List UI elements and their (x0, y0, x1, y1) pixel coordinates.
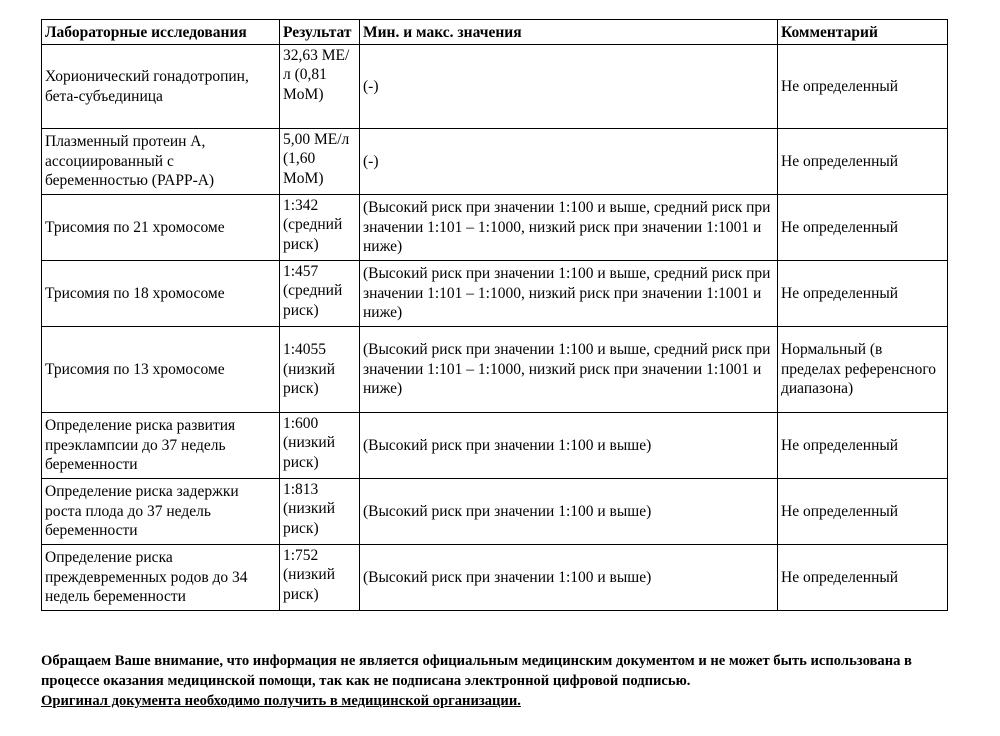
table-row (42, 327, 948, 413)
table-row (42, 413, 948, 479)
test-result: 5,00 МЕ/л (1,60 MoM) (280, 129, 360, 195)
test-name: Плазменный протеин А, ассоциированный с беременностью (PAPP-A) (42, 129, 280, 195)
test-comment: Не определенный (778, 545, 948, 611)
test-result: 1:342 (средний риск) (280, 195, 360, 261)
table-row (42, 195, 948, 261)
header-test: Лабораторные исследования (42, 20, 280, 45)
test-name: Определение риска преждевременных родов до 34 недель беременности (42, 545, 280, 611)
test-result: 1:600 (низкий риск) (280, 413, 360, 479)
table-row (42, 261, 948, 327)
table-row (42, 129, 948, 195)
test-comment: Не определенный (778, 413, 948, 479)
test-comment: Не определенный (778, 479, 948, 545)
test-range: (Высокий риск при значении 1:100 и выше, средний риск при значении 1:101 – 1:1000, низкий риск при значении 1:1001 и ниже) (360, 261, 778, 327)
test-range: (-) (360, 45, 778, 129)
test-comment: Не определенный (778, 45, 948, 129)
test-range: (Высокий риск при значении 1:100 и выше) (360, 413, 778, 479)
table-header-row (42, 20, 948, 45)
test-range: (Высокий риск при значении 1:100 и выше) (360, 479, 778, 545)
test-range: (Высокий риск при значении 1:100 и выше, средний риск при значении 1:101 – 1:1000, низкий риск при значении 1:1001 и ниже) (360, 195, 778, 261)
test-name: Трисомия по 13 хромосоме (42, 327, 280, 413)
header-comment: Комментарий (778, 20, 948, 45)
test-comment: Нормальный (в пределах референсного диапазона) (778, 327, 948, 413)
test-result: 1:813 (низкий риск) (280, 479, 360, 545)
test-name: Трисомия по 21 хромосоме (42, 195, 280, 261)
test-range: (Высокий риск при значении 1:100 и выше) (360, 545, 778, 611)
test-result: 32,63 МЕ/л (0,81 MoM) (280, 45, 360, 129)
test-name: Трисомия по 18 хромосоме (42, 261, 280, 327)
test-comment: Не определенный (778, 129, 948, 195)
test-range: (Высокий риск при значении 1:100 и выше, средний риск при значении 1:101 – 1:1000, низкий риск при значении 1:1001 и ниже) (360, 327, 778, 413)
test-name: Определение риска развития преэклампсии до 37 недель беременности (42, 413, 280, 479)
header-range: Мин. и макс. значения (360, 20, 778, 45)
test-result: 1:752 (низкий риск) (280, 545, 360, 611)
header-result: Результат (280, 20, 360, 45)
disclaimer-notice (41, 651, 951, 711)
disclaimer-text: Обращаем Ваше внимание, что информация не является официальным медицинским документом и не может быть использована в процессе оказания медицинской помощи, так как не подписана электронной цифровой подписью. (41, 653, 912, 689)
test-result: 1:4055 (низкий риск) (280, 327, 360, 413)
table-row (42, 545, 948, 611)
test-name: Хорионический гонадотропин, бета-субъединица (42, 45, 280, 129)
test-result: 1:457 (средний риск) (280, 261, 360, 327)
test-name: Определение риска задержки роста плода до 37 недель беременности (42, 479, 280, 545)
disclaimer-underlined-text: Оригинал документа необходимо получить в медицинской организации. (41, 693, 521, 709)
table-row (42, 479, 948, 545)
test-comment: Не определенный (778, 195, 948, 261)
lab-results-table (41, 19, 948, 611)
test-comment: Не определенный (778, 261, 948, 327)
test-range: (-) (360, 129, 778, 195)
table-row (42, 45, 948, 129)
